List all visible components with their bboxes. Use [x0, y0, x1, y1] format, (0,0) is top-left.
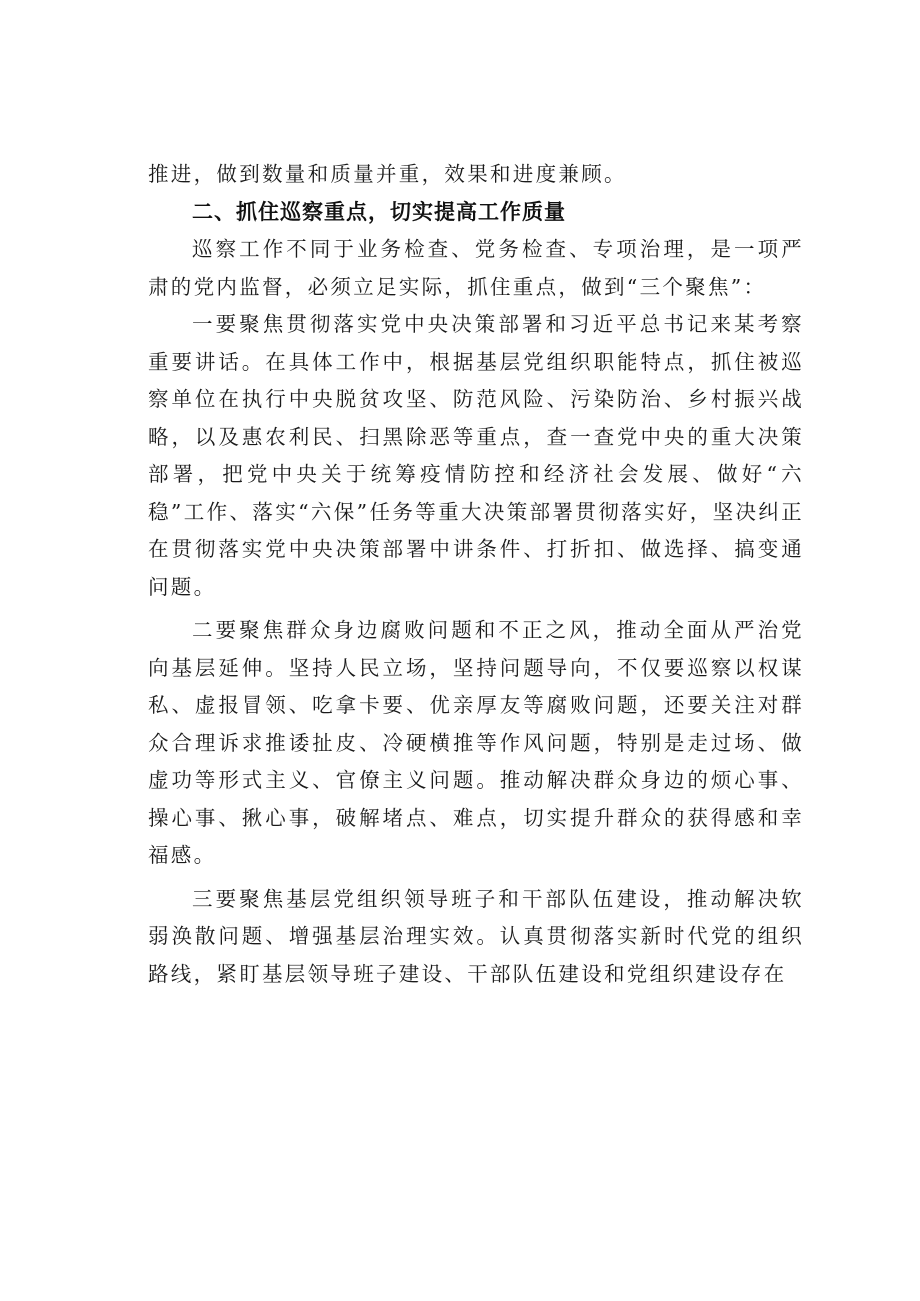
section-heading: 二、抓住巡察重点，切实提高工作质量 — [192, 199, 566, 224]
paragraph-focus-three: 三要聚焦基层党组织领导班子和干部队伍建设，推动解决软弱涣散问题、增强基层治理实效。认真贯彻落实新时代党的组织路线，紧盯基层领导班子建设、干部队伍建设和党组织建设存在 — [148, 886, 804, 986]
document-body — [148, 156, 804, 993]
paragraph-intro: 巡察工作不同于业务检查、党务检查、专项治理，是一项严肃的党内监督，必须立足实际，抓住重点，做到“三个聚焦”： — [148, 237, 804, 299]
paragraph-focus-two: 二要聚焦群众身边腐败问题和不正之风，推动全面从严治党向基层延伸。坚持人民立场，坚持问题导向，不仅要巡察以权谋私、虚报冒领、吃拿卡要、优亲厚友等腐败问题，还要关注对群众合理诉求推诿扯皮、冷硬横推等作风问题，特别是走过场、做虚功等形式主义、官僚主义问题。推动解决群众身边的烦心事、操心事、揪心事，破解堵点、难点，切实提升群众的获得感和幸福感。 — [148, 618, 804, 867]
paragraph-continuation: 推进，做到数量和质量并重，效果和进度兼顾。 — [148, 162, 627, 186]
paragraph-focus-one: 一要聚焦贯彻落实党中央决策部署和习近平总书记来某考察重要讲话。在具体工作中，根据基层党组织职能特点，抓住被巡察单位在执行中央脱贫攻坚、防范风险、污染防治、乡村振兴战略，以及惠农利民、扫黑除恶等重点，查一查党中央的重大决策部署，把党中央关于统筹疫情防控和经济社会发展、做好“六稳”工作、落实“六保”任务等重大决策部署贯彻落实好，坚决纠正在贯彻落实党中央决策部署中讲条件、打折扣、做选择、搞变通问题。 — [148, 312, 804, 599]
